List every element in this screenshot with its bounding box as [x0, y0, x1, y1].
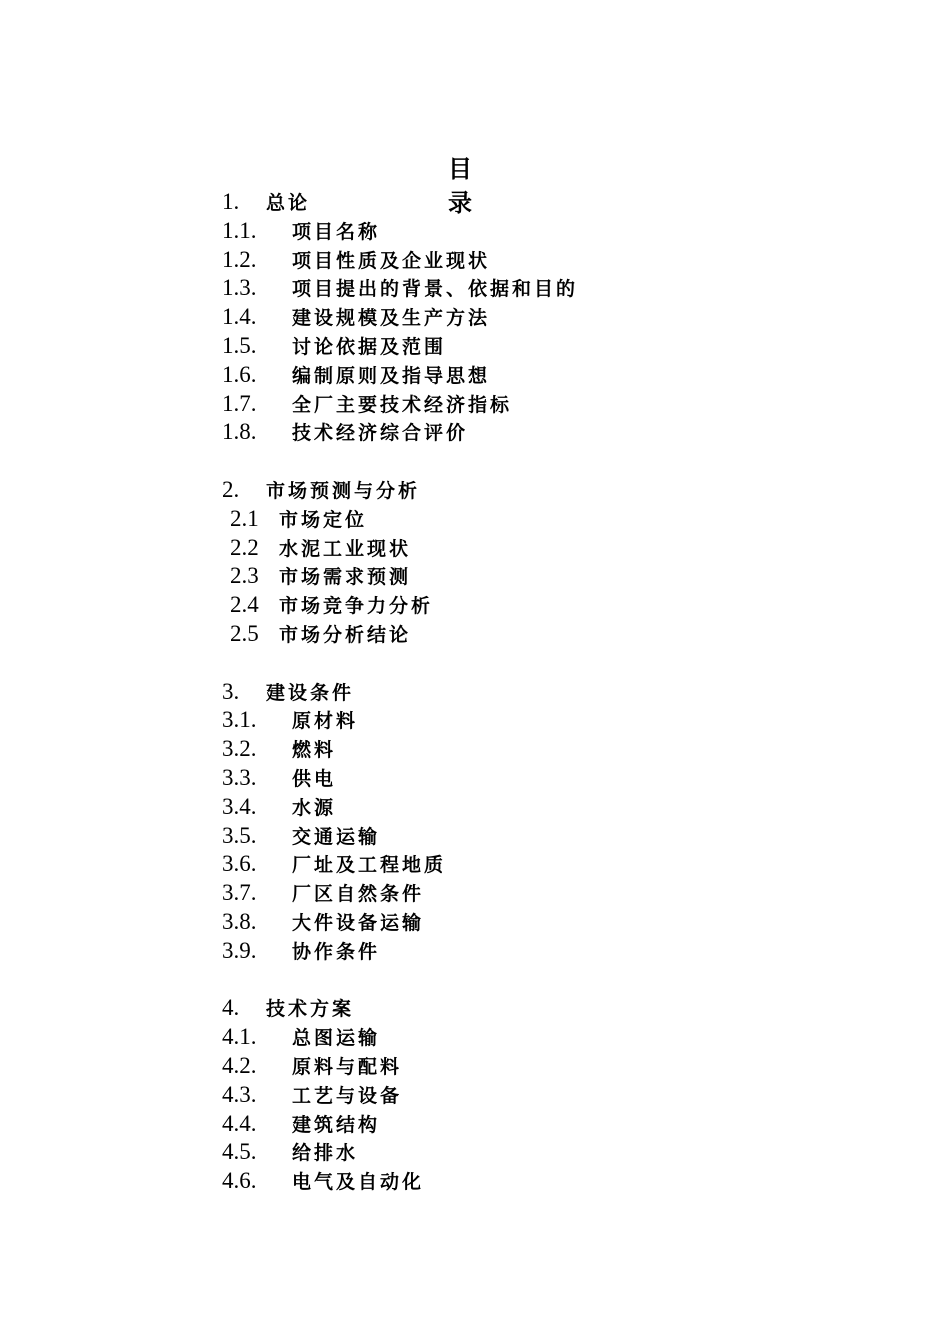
item-title: 大件设备运输 [292, 911, 425, 934]
item-number: 4.6. [222, 1168, 257, 1194]
section-number: 2. [222, 476, 240, 502]
item-title: 市场定位 [279, 508, 368, 531]
item-number: 2.3 [230, 563, 259, 589]
section-spacer [222, 966, 742, 995]
toc-item [222, 793, 742, 822]
toc-item [222, 620, 742, 649]
item-title: 总图运输 [292, 1027, 381, 1050]
section-number: 1. [222, 189, 240, 214]
toc-item [222, 418, 742, 447]
item-title: 电气及自动化 [292, 1171, 425, 1194]
item-number: 1.7. [222, 390, 257, 416]
item-title: 燃料 [292, 739, 337, 762]
toc-title: 目 录 [448, 155, 532, 217]
item-number: 4.1. [222, 1024, 257, 1050]
toc-item [222, 591, 742, 620]
item-number: 1.8. [222, 419, 257, 445]
toc-section-1 [222, 188, 742, 217]
section-number: 4. [222, 995, 240, 1021]
toc-item [222, 937, 742, 966]
item-title: 建设规模及生产方法 [292, 307, 491, 330]
section-spacer [222, 447, 742, 476]
item-title: 协作条件 [292, 940, 381, 963]
item-title: 水源 [292, 796, 337, 819]
item-number: 3.2. [222, 736, 257, 762]
item-number: 3.9. [222, 937, 257, 963]
toc-item [222, 735, 742, 764]
toc-item [222, 361, 742, 390]
section-spacer [222, 649, 742, 678]
toc-item [222, 1081, 742, 1110]
item-title: 交通运输 [292, 825, 381, 848]
item-number: 3.3. [222, 764, 257, 790]
section-title: 市场预测与分析 [266, 479, 421, 502]
item-title: 厂区自然条件 [292, 883, 425, 906]
toc-item [222, 1167, 742, 1196]
toc-item [222, 822, 742, 851]
toc-item [222, 246, 742, 275]
item-number: 2.5 [230, 620, 259, 646]
item-title: 编制原则及指导思想 [292, 364, 491, 387]
item-number: 1.3. [222, 275, 257, 301]
item-number: 2.1 [230, 505, 259, 531]
table-of-contents [222, 188, 742, 1196]
toc-item [222, 1110, 742, 1139]
item-title: 供电 [292, 767, 337, 790]
item-number: 3.4. [222, 793, 257, 819]
item-title: 给排水 [292, 1142, 359, 1165]
item-number: 4.5. [222, 1139, 257, 1165]
item-number: 2.2 [230, 534, 259, 560]
item-number: 3.6. [222, 851, 257, 877]
toc-item [222, 850, 742, 879]
section-title: 技术方案 [266, 998, 355, 1021]
item-number: 1.5. [222, 332, 257, 358]
item-number: 3.1. [222, 707, 257, 733]
toc-item [222, 217, 742, 246]
item-number: 1.2. [222, 246, 257, 272]
toc-item [222, 505, 742, 534]
toc-section-4 [222, 994, 742, 1023]
item-number: 4.3. [222, 1081, 257, 1107]
item-title: 水泥工业现状 [279, 537, 412, 560]
toc-item [222, 562, 742, 591]
toc-item [222, 1023, 742, 1052]
toc-item [222, 908, 742, 937]
item-number: 3.8. [222, 908, 257, 934]
toc-item [222, 274, 742, 303]
item-title: 项目名称 [292, 220, 381, 243]
toc-item [222, 706, 742, 735]
item-number: 1.4. [222, 304, 257, 330]
item-number: 2.4 [230, 592, 259, 618]
item-title: 原材料 [292, 710, 359, 733]
item-title: 工艺与设备 [292, 1084, 403, 1107]
item-title: 讨论依据及范围 [292, 335, 447, 358]
toc-item [222, 764, 742, 793]
item-title: 市场分析结论 [279, 623, 412, 646]
item-title: 市场竞争力分析 [279, 595, 434, 618]
item-title: 建筑结构 [292, 1113, 381, 1136]
item-title: 项目提出的背景、依据和目的 [292, 278, 579, 301]
item-number: 1.1. [222, 217, 257, 243]
item-number: 4.4. [222, 1110, 257, 1136]
item-title: 厂址及工程地质 [292, 854, 447, 877]
item-title: 项目性质及企业现状 [292, 249, 491, 272]
toc-item [222, 879, 742, 908]
item-title: 原料与配料 [292, 1055, 403, 1078]
toc-item [222, 1052, 742, 1081]
item-number: 3.5. [222, 822, 257, 848]
item-title: 技术经济综合评价 [292, 422, 469, 445]
item-title: 全厂主要技术经济指标 [292, 393, 513, 416]
toc-section-3 [222, 678, 742, 707]
item-number: 1.6. [222, 361, 257, 387]
section-title: 建设条件 [266, 681, 355, 704]
section-number: 3. [222, 678, 240, 704]
item-number: 3.7. [222, 880, 257, 906]
toc-item [222, 303, 742, 332]
toc-item [222, 1138, 742, 1167]
toc-item [222, 390, 742, 419]
item-title: 市场需求预测 [279, 566, 412, 589]
toc-section-2 [222, 476, 742, 505]
toc-item [222, 534, 742, 563]
toc-item [222, 332, 742, 361]
item-number: 4.2. [222, 1052, 257, 1078]
section-title: 总论 [266, 192, 311, 214]
